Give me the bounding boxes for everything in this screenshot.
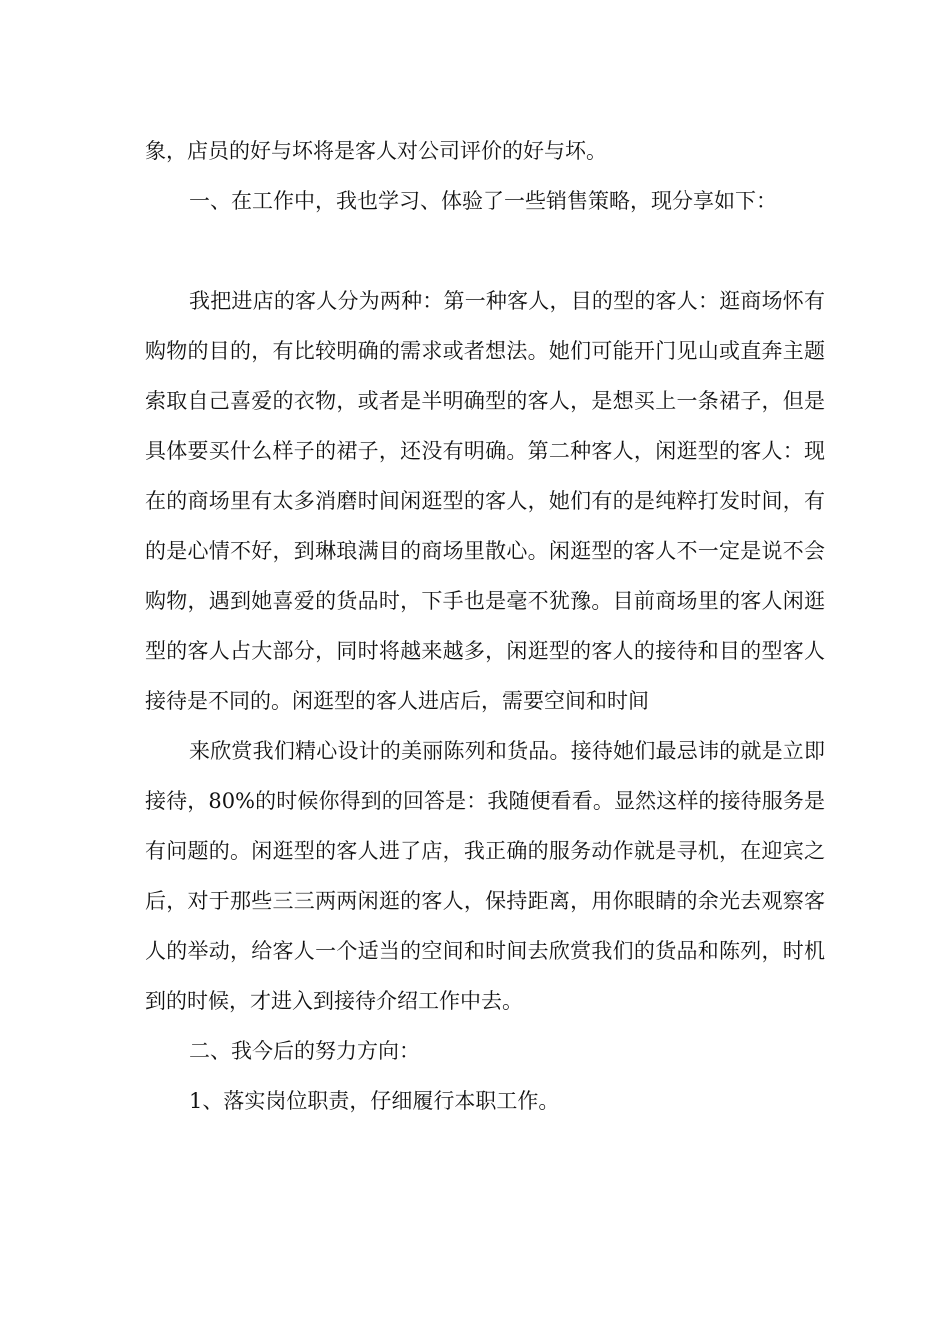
paragraph-browsing-customers: 来欣赏我们精心设计的美丽陈列和货品。接待她们最忌讳的就是立即接待，80%的时候你得到的回答是：我随便看看。显然这样的接待服务是有问题的。闲逛型的客人进了店，我正确的服务动作就是寻机，在迎宾之后，对于那些三三两两闲逛的客人，保持距离，用你眼睛的余光去观察客人的举动，给客人一个适当的空间和时间去欣赏我们的货品和陈列，时机到的时候，才进入到接待介绍工作中去。 [145,739,825,1013]
paragraph-gap [145,226,825,276]
section-heading-1: 一、在工作中，我也学习、体验了一些销售策略，现分享如下： [189,189,777,213]
paragraph-customer-types: 我把进店的客人分为两种：第一种客人，目的型的客人：逛商场怀有购物的目的，有比较明确的需求或者想法。她们可能开门见山或直奔主题索取自己喜爱的衣物，或者是半明确型的客人，是想买上一条裙子，但是具体要买什么样子的裙子，还没有明确。第二种客人，闲逛型的客人：现在的商场里有太多消磨时间闲逛型的客人，她们有的是纯粹打发时间，有的是心情不好，到琳琅满目的商场里散心。闲逛型的客人不一定是说不会购物，遇到她喜爱的货品时，下手也是毫不犹豫。目前商场里的客人闲逛型的客人占大部分，同时将越来越多，闲逛型的客人的接待和目的型客人接待是不同的。闲逛型的客人进店后，需要空间和时间 [145,289,825,713]
document-body [145,126,825,1126]
list-item-1: 1、落实岗位职责，仔细履行本职工作。 [189,1089,560,1113]
paragraph-continuation: 象，店员的好与坏将是客人对公司评价的好与坏。 [145,139,607,163]
section-heading-2: 二、我今后的努力方向： [189,1039,420,1063]
